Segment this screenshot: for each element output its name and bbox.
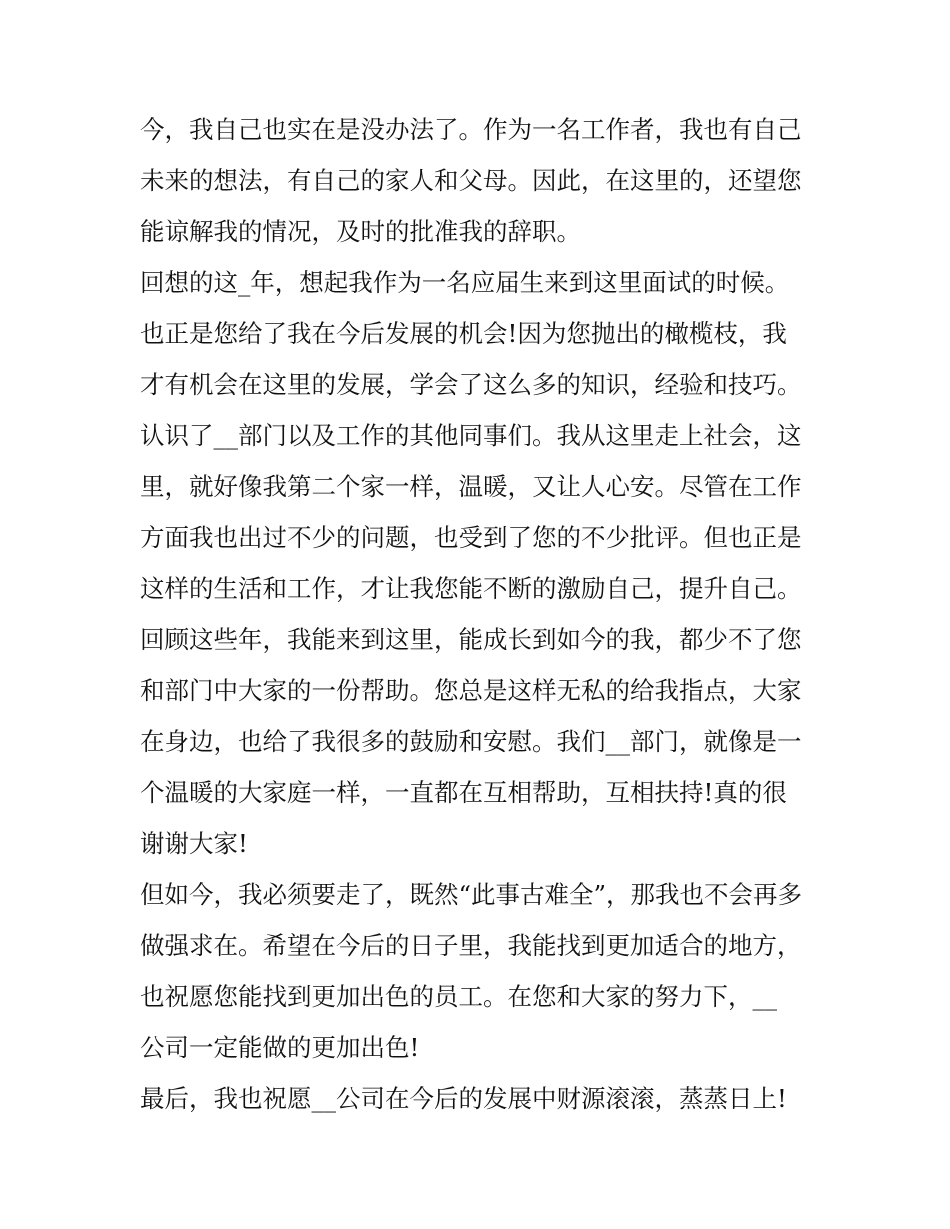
text-line: 今，我自己也实在是没办法了。作为一名工作者，我也有自己 xyxy=(140,115,802,144)
text-line: 回想的这_年，想起我作为一名应届生来到这里面试的时候。 xyxy=(140,268,790,297)
text-line: 认识了__部门以及工作的其他同事们。我从这里走上社会，这 xyxy=(140,421,802,450)
text-line: 最后，我也祝愿__公司在今后的发展中财源滚滚，蒸蒸日上! xyxy=(140,1084,787,1113)
text-line: 方面我也出过不少的问题，也受到了您的不少批评。但也正是 xyxy=(140,523,802,552)
text-line: 里，就好像我第二个家一样，温暖，又让人心安。尽管在工作 xyxy=(140,472,802,501)
text-line: 未来的想法，有自己的家人和父母。因此，在这里的，还望您 xyxy=(140,166,802,195)
text-line: 谢谢大家! xyxy=(140,829,248,858)
text-line: 这样的生活和工作，才让我您能不断的激励自己，提升自己。 xyxy=(140,574,802,603)
text-line: 公司一定能做的更加出色! xyxy=(140,1033,420,1062)
text-line: 能谅解我的情况，及时的批准我的辞职。 xyxy=(140,217,581,246)
text-line: 在身边，也给了我很多的鼓励和安慰。我们__部门，就像是一 xyxy=(140,727,802,756)
text-line: 才有机会在这里的发展，学会了这么多的知识，经验和技巧。 xyxy=(140,370,802,399)
text-line: 但如今，我必须要走了，既然“此事古难全”，那我也不会再多 xyxy=(140,880,803,909)
text-line: 也祝愿您能找到更加出色的员工。在您和大家的努力下，__ xyxy=(140,982,777,1011)
text-line: 做强求在。希望在今后的日子里，我能找到更加适合的地方， xyxy=(140,931,802,960)
text-line: 也正是您给了我在今后发展的机会!因为您抛出的橄榄枝，我 xyxy=(140,319,787,348)
text-line: 个温暖的大家庭一样，一直都在互相帮助，互相扶持!真的很 xyxy=(140,778,787,807)
text-line: 回顾这些年，我能来到这里，能成长到如今的我，都少不了您 xyxy=(140,625,802,654)
letter-body xyxy=(140,104,820,1124)
text-line: 和部门中大家的一份帮助。您总是这样无私的给我指点，大家 xyxy=(140,676,802,705)
